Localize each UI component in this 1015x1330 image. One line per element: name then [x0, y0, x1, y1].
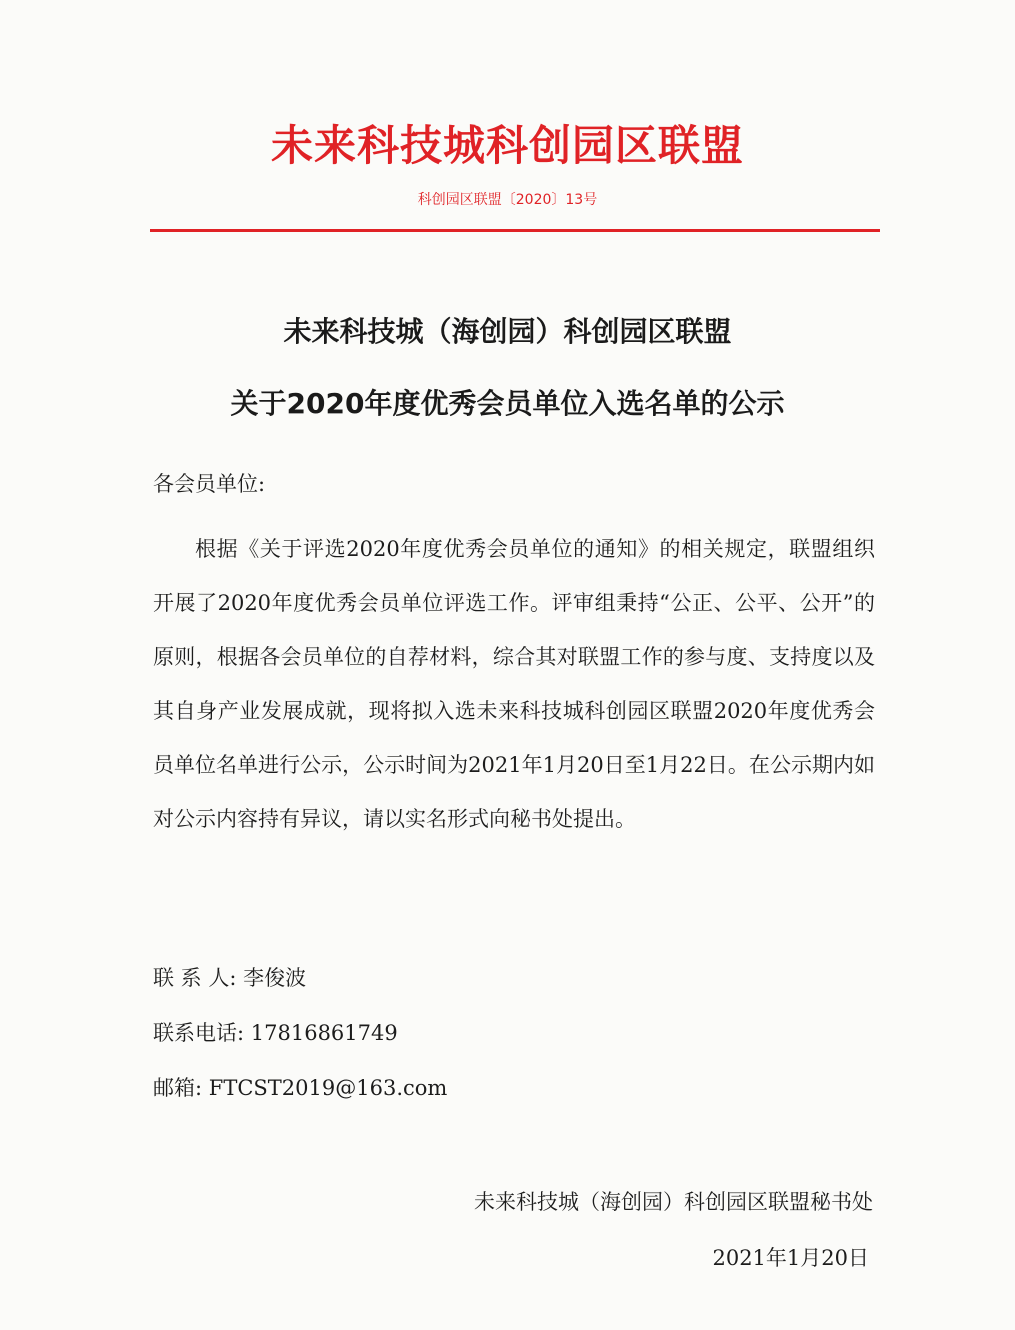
notice-title-line-2: 关于2020年度优秀会员单位入选名单的公示 [230, 387, 785, 420]
contact-email-label: 邮箱: [153, 1076, 203, 1100]
issue-date: 2021年1月20日 [712, 1246, 869, 1270]
salutation: 各会员单位: [153, 472, 266, 496]
document-number: 科创园区联盟〔2020〕13号 [417, 192, 598, 208]
contact-email-value: FTCST2019@163.com [208, 1076, 448, 1100]
signature-issuer: 未来科技城（海创园）科创园区联盟秘书处 [474, 1190, 873, 1214]
contact-phone-row [153, 1017, 398, 1049]
organization-title: 未来科技城科创园区联盟 [270, 121, 744, 170]
contact-phone-label: 联系电话: [153, 1021, 245, 1045]
contact-person-label: 联 系 人: [153, 966, 237, 990]
contact-person-row [153, 962, 306, 994]
notice-title-line-1: 未来科技城（海创园）科创园区联盟 [283, 315, 732, 348]
contact-phone-value: 17816861749 [250, 1021, 398, 1045]
contact-email-row [153, 1072, 447, 1104]
contact-person-value: 李俊波 [243, 966, 307, 990]
red-divider-line [150, 229, 880, 232]
body-paragraph: 根据《关于评选2020年度优秀会员单位的通知》的相关规定，联盟组织开展了2020年度优秀会员单位评选工作。评审组秉持“公正、公平、公开”的原则，根据各会员单位的自荐材料，综合其对联盟工作的参与度、支持度以及其自身产业发展成就，现将拟入选未来科技城科创园区联盟2020年度优秀会员单位名单进行公示，公示时间为2021年1月20日至1月22日。在公示期内如对公示内容持有异议，请以实名形式向秘书处提出。 [153, 537, 875, 831]
